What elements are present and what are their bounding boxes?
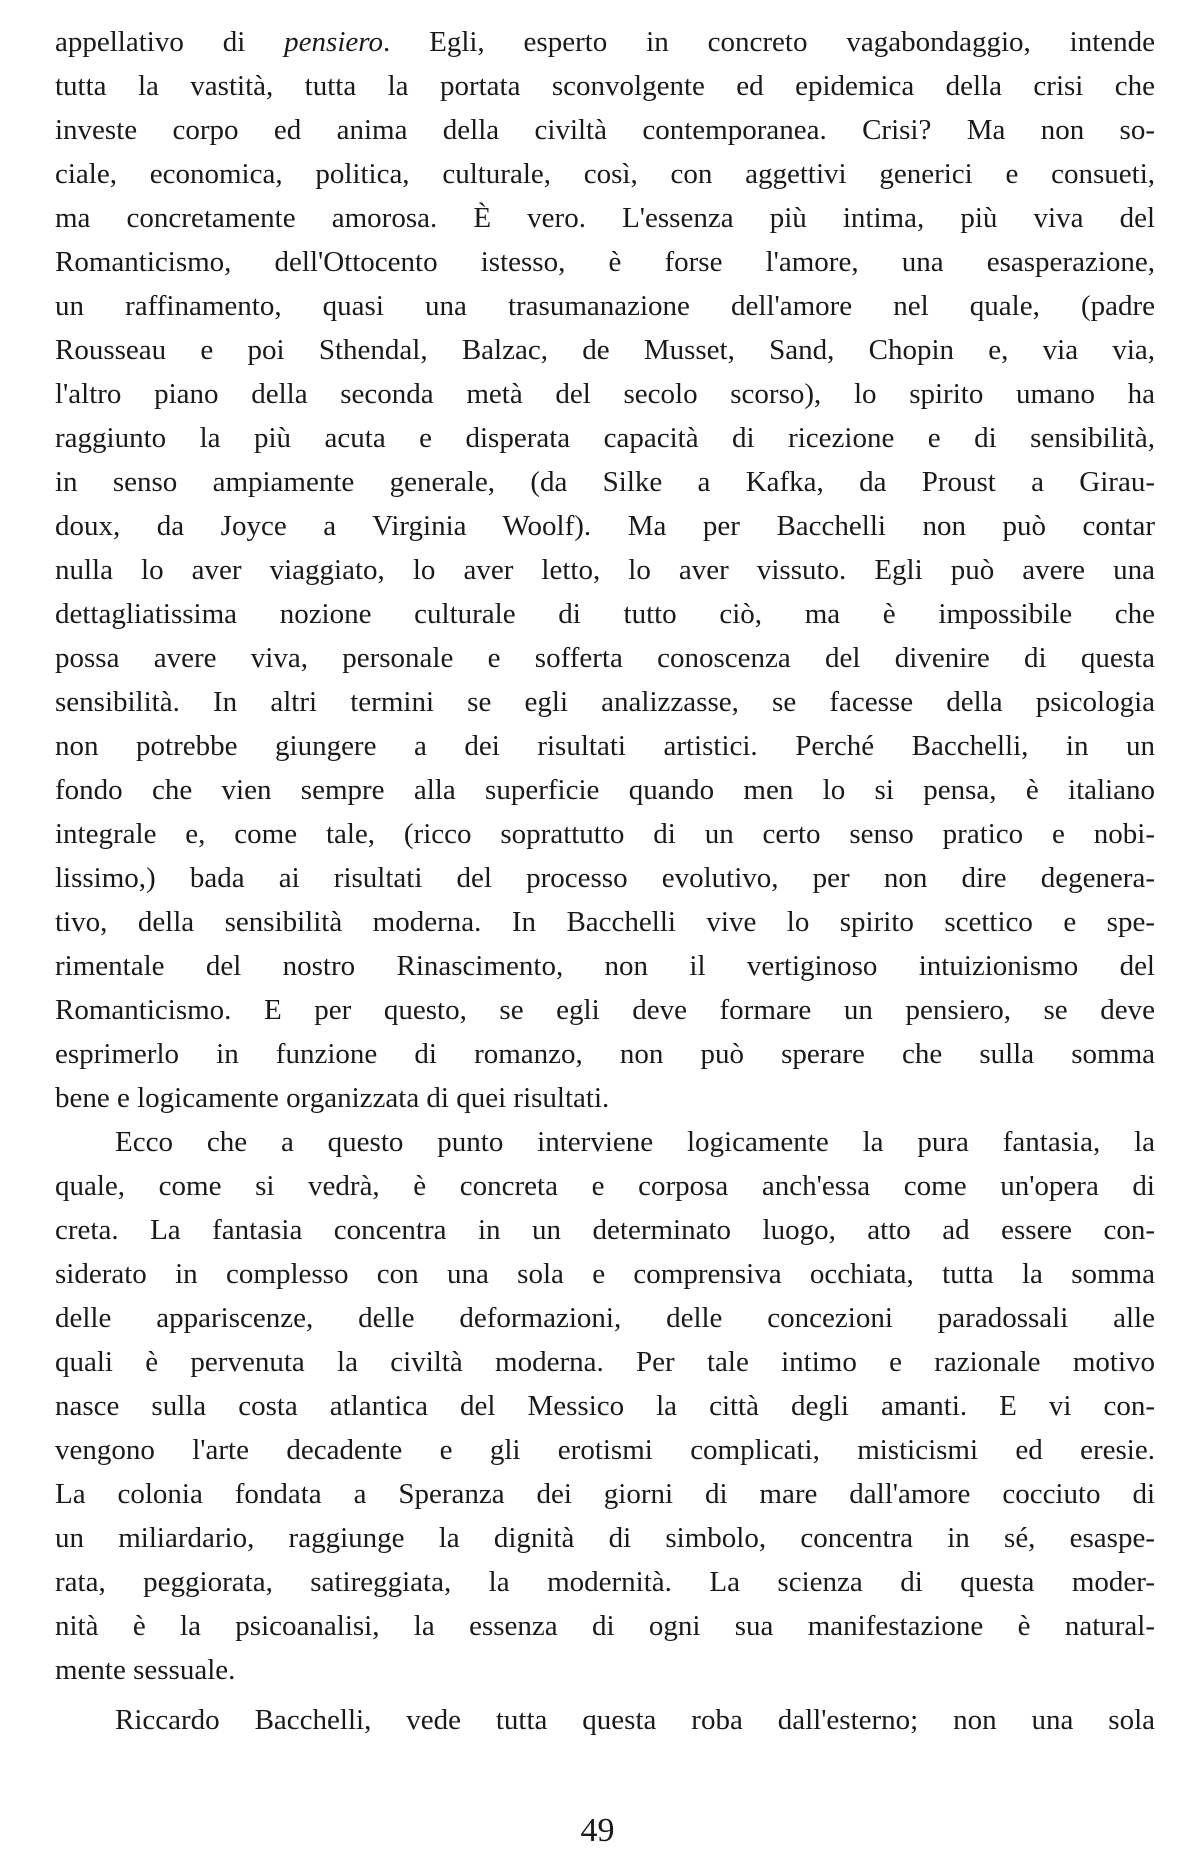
text-line: investe corpo ed anima della civiltà contemporanea. Crisi? Ma non so- bbox=[55, 114, 1155, 146]
text-line: Rousseau e poi Sthendal, Balzac, de Musset, Sand, Chopin e, via via, bbox=[55, 334, 1155, 366]
text-line: raggiunto la più acuta e disperata capacità di ricezione e di sensibilità, bbox=[55, 422, 1155, 454]
text-line: fondo che vien sempre alla superficie quando men lo si pensa, è italiano bbox=[55, 774, 1155, 806]
page-number: 49 bbox=[580, 1812, 615, 1849]
text-line: appellativo di pensiero. Egli, esperto in concreto vagabondaggio, intende bbox=[55, 26, 1155, 58]
text-line: mente sessuale. bbox=[55, 1654, 236, 1686]
text-line: l'altro piano della seconda metà del secolo scorso), lo spirito umano ha bbox=[55, 378, 1155, 410]
text-line: lissimo,) bada ai risultati del processo evolutivo, per non dire degenera- bbox=[55, 862, 1155, 894]
text-line: Ecco che a questo punto interviene logicamente la pura fantasia, la bbox=[115, 1126, 1155, 1158]
text-line: un miliardario, raggiunge la dignità di simbolo, concentra in sé, esaspe- bbox=[55, 1522, 1155, 1554]
text-line: ma concretamente amorosa. È vero. L'essenza più intima, più viva del bbox=[55, 202, 1155, 234]
italic-word: pensiero bbox=[284, 26, 383, 58]
text-line: integrale e, come tale, (ricco soprattutto di un certo senso pratico e nobi- bbox=[55, 818, 1155, 850]
paragraph-1 bbox=[55, 20, 1155, 1120]
text-line: un raffinamento, quasi una trasumanazione dell'amore nel quale, (padre bbox=[55, 290, 1155, 322]
text-line: rimentale del nostro Rinascimento, non il vertiginoso intuizionismo del bbox=[55, 950, 1155, 982]
body-text bbox=[55, 20, 1155, 1742]
text-line: possa avere viva, personale e sofferta conoscenza del divenire di questa bbox=[55, 642, 1155, 674]
text-line: quali è pervenuta la civiltà moderna. Per tale intimo e razionale motivo bbox=[55, 1346, 1155, 1378]
paragraph-2 bbox=[55, 1120, 1155, 1692]
text-line: siderato in complesso con una sola e comprensiva occhiata, tutta la somma bbox=[55, 1258, 1155, 1290]
text-line: quale, come si vedrà, è concreta e corposa anch'essa come un'opera di bbox=[55, 1170, 1155, 1202]
text-line: esprimerlo in funzione di romanzo, non può sperare che sulla somma bbox=[55, 1038, 1155, 1070]
text-line: nulla lo aver viaggiato, lo aver letto, lo aver vissuto. Egli può avere una bbox=[55, 554, 1155, 586]
text-line: non potrebbe giungere a dei risultati artistici. Perché Bacchelli, in un bbox=[55, 730, 1155, 762]
text-line: in senso ampiamente generale, (da Silke a Kafka, da Proust a Girau- bbox=[55, 466, 1155, 498]
text-line: bene e logicamente organizzata di quei risultati. bbox=[55, 1082, 610, 1114]
text-line: ciale, economica, politica, culturale, così, con aggettivi generici e consueti, bbox=[55, 158, 1155, 190]
text-line: tutta la vastità, tutta la portata sconvolgente ed epidemica della crisi che bbox=[55, 70, 1155, 102]
text-line: nità è la psicoanalisi, la essenza di ogni sua manifestazione è natural- bbox=[55, 1610, 1155, 1642]
text-line: Riccardo Bacchelli, vede tutta questa roba dall'esterno; non una sola bbox=[115, 1704, 1155, 1736]
text-line: tivo, della sensibilità moderna. In Bacchelli vive lo spirito scettico e spe- bbox=[55, 906, 1155, 938]
text-line: Romanticismo, dell'Ottocento istesso, è forse l'amore, una esasperazione, bbox=[55, 246, 1155, 278]
text-line: delle appariscenze, delle deformazioni, delle concezioni paradossali alle bbox=[55, 1302, 1155, 1334]
paragraph-3 bbox=[55, 1698, 1155, 1742]
text-line: doux, da Joyce a Virginia Woolf). Ma per Bacchelli non può contar bbox=[55, 510, 1155, 542]
text-line: rata, peggiorata, satireggiata, la modernità. La scienza di questa moder- bbox=[55, 1566, 1155, 1598]
text-line: nasce sulla costa atlantica del Messico la città degli amanti. E vi con- bbox=[55, 1390, 1155, 1422]
text-line: La colonia fondata a Speranza dei giorni di mare dall'amore cocciuto di bbox=[55, 1478, 1155, 1510]
text-line: vengono l'arte decadente e gli erotismi complicati, misticismi ed eresie. bbox=[55, 1434, 1155, 1466]
text-line: dettagliatissima nozione culturale di tutto ciò, ma è impossibile che bbox=[55, 598, 1155, 630]
text-line: sensibilità. In altri termini se egli analizzasse, se facesse della psicologia bbox=[55, 686, 1155, 718]
text-line: Romanticismo. E per questo, se egli deve formare un pensiero, se deve bbox=[55, 994, 1155, 1026]
text-line: creta. La fantasia concentra in un determinato luogo, atto ad essere con- bbox=[55, 1214, 1155, 1246]
